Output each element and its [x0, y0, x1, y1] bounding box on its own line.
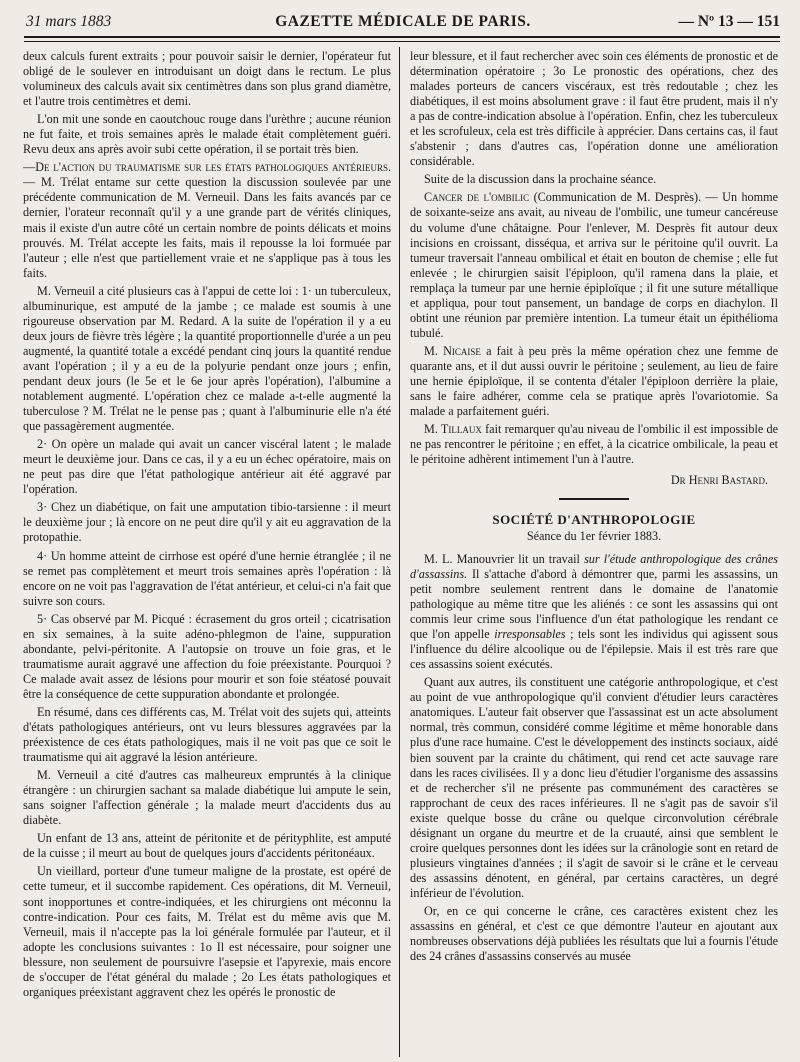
paragraph-text: (Communication de M. Desprès). — Un homme de soixante-seize ans avait, au niveau de l'ombilic, une tumeur cancéreuse du volume d'une châtaigne. Pour l'enlever, M. Desprès fit autour deux incisions en croissant, disséqua, et arriva sur le péritoine qu'il ouvrit. La tumeur traversait l'anneau ombilical et était en bouton de chemise ; elle fut enlevée ; le chirurgien saisit l'épiploon, qu'il ramena dans la plaie, et remplaça la tumeur par une hernie épiploïque ; il fit une suture métallique et appliqua, pour tout pansement, un bandage de corps en diachylon. Il obtint une réunion par première intention. La tumeur était un épithélioma tubulé.: [410, 190, 778, 340]
paragraph: M. Verneuil a cité d'autres cas malheureux empruntés à la clinique étrangère : un chirurgien sachant sa malade diabétique lui ampute le sein, sans soigner l'affection générale ; la malade meurt d'accidents dus au diabète.: [23, 768, 391, 828]
paragraph: [410, 552, 778, 672]
paragraph: Quant aux autres, ils constituent une catégorie anthropologique, et c'est au point de vue anthropologique qu'il convient d'étudier leurs caractères anatomiques. L'auteur fait observer que l'assassinat est un acte absolument normal, très commun, considéré comme légitime et même honorable dans plus d'une race humaine. C'est le développement des instincts sociaux, aidé bien souvent par la crainte du châtiment, qui rend cet acte sauvage rare dans les races civilisées. Il y a donc lieu d'étudier l'organisme des assassins et de rechercher s'il ne présente pas communément des caractères se rapprochant de ceux des races inférieures. Il ne s'agit pas de savoir s'il existe quelque bosse du crâne ou quelque circonvolution cérébrale désignant un organe du meurtre et de la cruauté, ainsi que semblent le croire quelques personnes dont les idées sur la crânologie sont en retard de plusieurs vingtaines d'années ; il s'agit de savoir si le crâne et le cerveau des assassins dénotent, en général, par certains caractères, un degré inférieur de l'évolution.: [410, 675, 778, 900]
section-title: SOCIÉTÉ D'ANTHROPOLOGIE: [492, 511, 696, 527]
paragraph: 3· Chez un diabétique, on fait une amputation tibio-tarsienne : il meurt le deuxième jour ; là encore on ne peut dire qu'il y ait eu aggravation de la protopathie.: [23, 500, 391, 545]
paragraph: [410, 344, 778, 419]
paragraph: 4· Un homme atteint de cirrhose est opéré d'une hernie étranglée ; il ne se remet pas complètement et meurt trois semaines après l'opération : là encore on ne voit pas l'aggravation de l'état antérieur, et celui-ci n'a fait que suivre son cours.: [23, 548, 391, 608]
section-separator: [559, 498, 629, 500]
speaker-name: M. Nicaise: [424, 343, 481, 358]
author-signature: Dr Henri Bastard.: [670, 473, 768, 488]
paragraph-text: fait remarquer qu'au niveau de l'ombilic il est impossible de ne pas rencontrer le péritoine ; en effet, à la cicatrice ombilicale, la peau et le péritoine adhèrent intimement l'un à l'autre.: [410, 422, 778, 467]
paragraph: Un vieillard, porteur d'une tumeur maligne de la prostate, est opéré de cette tumeur, et il succombe rapidement. Ces opérations, dit M. Verneuil, sont inopportunes et contre-indiquées, et les chirurgiens ont méconnu la contre-indication. Pour ces faits, M. Trélat est du même avis que M. Verneuil, mais il n'accepte pas la loi générale formulée par l'auteur, et il adopte les conclusions suivantes : 1o Il est nécessaire, pour soigner une blessure, non seulement de poursuivre l'asepsie et l'apyrexie, mais encore de s'occuper de l'état général du malade ; 2o Les états pathologiques et organiques préexistant aggravent chez les opérés le pronostic de: [23, 864, 391, 999]
left-column: [23, 49, 391, 1055]
column-divider: [399, 47, 400, 1057]
paragraph: Un enfant de 13 ans, atteint de péritonite et de pérityphlite, est amputé de la cuisse ; il meurt au bout de quelques jours d'accidents péritonéaux.: [23, 831, 391, 861]
paragraph: L'on mit une sonde en caoutchouc rouge dans l'urèthre ; aucune réunion ne fut faite, et trois semaines après le malade était complètement guéri. Revu deux ans après avoir subi cette opération, il se portait très bien.: [23, 112, 391, 157]
paragraph: M. Verneuil a cité plusieurs cas à l'appui de cette loi : 1· un tuberculeux, albuminurique, est amputé de la jambe ; ce malade est soumis à une rigoureuse observation par M. Redard. A la suite de l'opération il y a eu deux jours de fièvre très légère ; la quantité proportionnelle d'urée a un peu augmenté, la quantité totale a excédé pendant cinq jours la quantité rendue avant l'opération ; il y a eu de la polyurie pendant onze jours ; enfin, pendant deux jours (le 5e et le 6e jour après l'opération), l'albumine a notablement augmenté. L'opération chez ce malade a-t-elle augmenté la tuberculose ? M. Trélat ne le pense pas ; quant à l'albuminurie elle n'a été que passagèrement augmentée.: [23, 283, 391, 434]
emphasis: irresponsables: [494, 627, 566, 642]
paragraph: [410, 422, 778, 467]
section-heading: —De l'action du traumatisme sur les états pathologiques antérieurs.: [23, 160, 391, 175]
session-date: Séance du 1er février 1883.: [526, 528, 662, 543]
journal-title: GAZETTE MÉDICALE DE PARIS.: [275, 13, 531, 30]
work-title: sur l'étude anthropologique des crânes d'assassins.: [410, 551, 778, 581]
paragraph-text: Il s'attache d'abord à démontrer que, parmi les assassins, un petit nombre seulement rentrent dans le domaine de l'anatomie pathologique au même titre que les aliénés : ce sont les assassins qui ont commis leur crime sous l'influence d'un état pathologique les rendant ce que l'on appelle: [410, 566, 778, 642]
paragraph: Or, en ce qui concerne le crâne, ces caractères existent chez les assassins en général, et c'est ce que démontre l'auteur en ajoutant aux nombreuses observations déjà publiées les résultats que lui a fournis l'étude des 24 crânes d'assassins conservés au musée: [410, 903, 778, 964]
paragraph-text: a fait à peu près la même opération chez une femme de quarante ans, et il dut aussi ouvrir le péritoine ; seulement, au lieu de faire une hernie épiploïque, il se contenta d'étaler l'épiploon derrière la plaie, sans le faire adhérer, comme cela se pratique après l'ovariotomie. Sa malade a parfaitement guéri.: [410, 343, 778, 419]
paragraph: 5· Cas observé par M. Picqué : écrasement du gros orteil ; cicatrisation en six semaines, à la suite adéno-phlegmon de l'aine, suppuration abondante, pelvi-péritonite. A l'autopsie on trouve un foie gras, et le traumatisme aurait aggravé une affection du foie préexistante. Pourquoi ? Ce malade avait assez de lésions pour mourir et son foie stéatosé pouvait être la conséquence de cette suppuration abondante et prolongée.: [23, 611, 391, 701]
header-rule-thin: [24, 41, 780, 42]
paragraph-text: M. L. Manouvrier lit un travail: [424, 551, 585, 566]
paragraph-text: ; tels sont les individus qui agissent sous l'influence du délire alcoolique ou de l'épilepsie. Mais il est très rare que ces assassins soient exécutés.: [410, 627, 778, 672]
paragraph: Suite de la discussion dans la prochaine séance.: [424, 172, 657, 187]
header-rule: [24, 36, 780, 38]
paragraph: leur blessure, et il faut rechercher avec soin ces éléments de pronostic et de détermination opératoire ; 3o Le pronostic des opérations, chez des malades porteurs de cancers viscéraux, est très redoutable ; chez les diabétiques, il est moins absolument grave : il faut être prudent, mais il n'y a pas de contre-indication absolue à l'opération. Enfin, chez les tuberculeux et les scrofuleux, cela est très difficile à apprécier. Dans certains cas, il faut s'abstenir ; dans d'autres cas, l'opération donne une amélioration considérable.: [410, 49, 778, 169]
right-column: [410, 49, 778, 1055]
subsection-heading: Cancer de l'ombilic: [424, 190, 530, 205]
page-number: — Nº 13 — 151: [678, 13, 780, 30]
speaker-name: M. Tillaux: [424, 422, 482, 437]
paragraph: [410, 190, 778, 340]
paragraph: 2· On opère un malade qui avait un cancer viscéral latent ; le malade meurt le deuxième jour. Dans ce cas, il y a eu un échec opératoire, mais on ne peut pas dire que l'état pathologique antérieur ait été aggravé par l'opération.: [23, 437, 391, 497]
paragraph: [23, 160, 391, 280]
page-header: [26, 12, 780, 32]
issue-date: 31 mars 1883: [26, 13, 112, 30]
paragraph-text: — M. Trélat entame sur cette question la discussion soulevée par une précédente communication de M. Verneuil. Dans les faits avancés par ce dernier, l'orateur reconnaît qu'il y a une grande part de vérités cliniques, mais il existe d'un autre côté un certain nombre de points délicats et moins prouvés. M. Trélat accepte les faits, mais il repousse la loi formu‌ée par l'auteur ; elle n'est que partiellement vraie et ne s'applique pas à tous les faits.: [23, 175, 391, 280]
paragraph: En résumé, dans ces différents cas, M. Trélat voit des sujets qui, atteints d'états pathologiques antérieurs, ont vu leurs blessures aggravées par la préexistence de ces états pathologiques, mais il ne voit pas que ce soit le traumatisme qui ait aggravé la lésion antérieure.: [23, 704, 391, 765]
paragraph: deux calculs furent extraits ; pour pouvoir saisir le dernier, l'opérateur fut obligé de le soulever en introduisant un doigt dans le rectum. Le plus volumineux des calculs avait six centimètres dans son plus grand diamètre, et l'autre trois centimètres et demi.: [23, 49, 391, 109]
